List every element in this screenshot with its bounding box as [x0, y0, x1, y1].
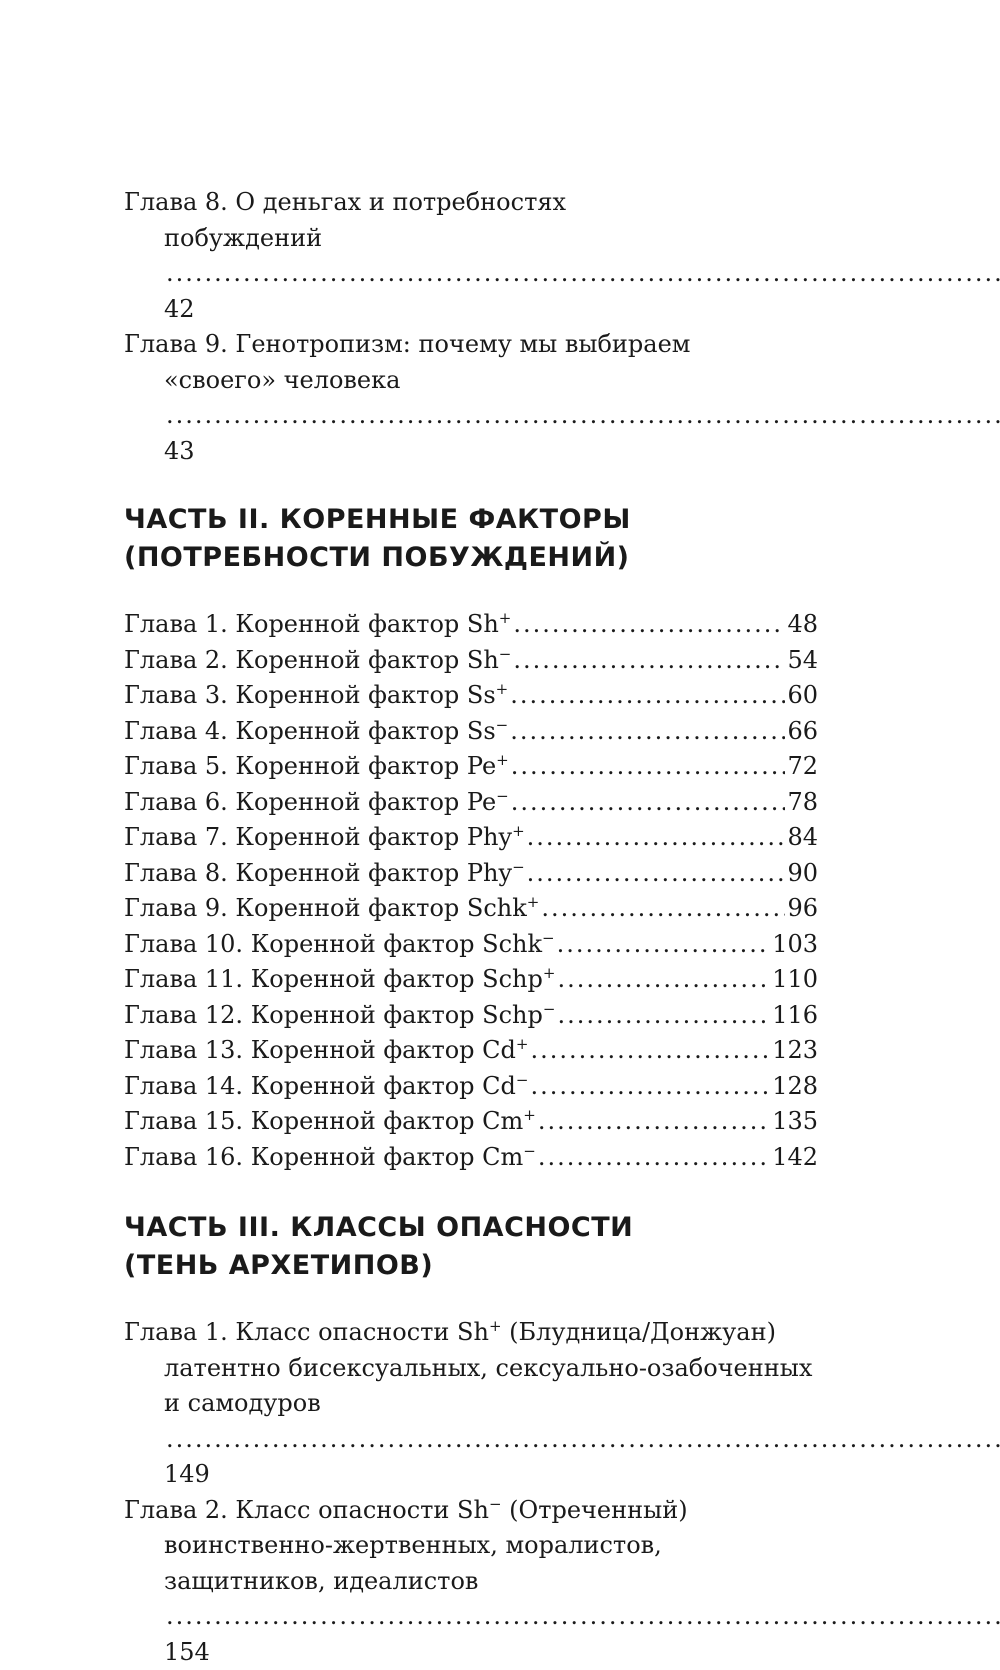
toc-entry[interactable]: [124, 927, 818, 963]
superscript-sign: +: [543, 964, 556, 982]
toc-entry-title: Глава 13. Коренной фактор Cd+: [124, 1033, 528, 1069]
dot-leader: [538, 1104, 770, 1140]
toc-page-number: 84: [787, 820, 818, 856]
toc-page-number: 116: [772, 998, 818, 1034]
superscript-sign: −: [496, 716, 509, 734]
toc-entry[interactable]: [124, 1140, 818, 1176]
toc-page-number: 149: [164, 1460, 210, 1488]
toc-entry-line: [124, 1386, 818, 1493]
superscript-sign: +: [489, 1317, 502, 1335]
dot-leader: [527, 856, 786, 892]
toc-page-number: 48: [787, 607, 818, 643]
dot-leader: [511, 785, 786, 821]
dot-leader: [557, 998, 770, 1034]
toc-page-number: 54: [787, 643, 818, 679]
dot-leader: [511, 749, 786, 785]
toc-page-number: 135: [772, 1104, 818, 1140]
part-heading: [124, 1209, 818, 1285]
superscript-sign: −: [543, 1000, 556, 1018]
toc-page: [124, 185, 818, 1670]
toc-entry-title: Глава 8. О деньгах и потребностях: [124, 188, 566, 216]
toc-entry-title: и самодуров: [164, 1389, 321, 1417]
toc-entry-title: Глава 4. Коренной фактор Ss−: [124, 714, 508, 750]
toc-entry[interactable]: [124, 1104, 818, 1140]
toc-page-number: 72: [787, 749, 818, 785]
toc-entry-line: [124, 363, 818, 470]
toc-entry-title: Глава 10. Коренной фактор Schk−: [124, 927, 555, 963]
toc-entry-title: Глава 9. Коренной фактор Schk+: [124, 891, 539, 927]
part-title: ЧАСТЬ II. КОРЕННЫЕ ФАКТОРЫ: [124, 501, 818, 539]
superscript-sign: −: [516, 1071, 529, 1089]
toc-entry-title: латентно бисексуальных, сексуально-озабоченных: [164, 1354, 812, 1382]
part2-entry-list: [124, 607, 818, 1175]
dot-leader: [510, 714, 785, 750]
toc-entry-line: [124, 1315, 818, 1351]
superscript-sign: −: [523, 1142, 536, 1160]
dot-leader: [557, 927, 771, 963]
toc-page-number: 142: [772, 1140, 818, 1176]
dot-leader: [513, 643, 785, 679]
toc-entry-title: Глава 2. Коренной фактор Sh−: [124, 643, 511, 679]
superscript-sign: −: [489, 1495, 502, 1513]
toc-entry-title: «своего» человека: [164, 366, 400, 394]
toc-entry-title: побуждений: [164, 224, 322, 252]
dot-leader: [557, 962, 770, 998]
toc-entry-title: Глава 14. Коренной фактор Cd−: [124, 1069, 528, 1105]
toc-page-number: 128: [772, 1069, 818, 1105]
superscript-sign: −: [499, 645, 512, 663]
toc-entry-title: Глава 7. Коренной фактор Phy+: [124, 820, 525, 856]
superscript-sign: −: [512, 858, 525, 876]
toc-entry[interactable]: [124, 891, 818, 927]
toc-page-number: 90: [787, 856, 818, 892]
toc-entry-title: защитников, идеалистов: [164, 1567, 478, 1595]
toc-entry[interactable]: [124, 607, 818, 643]
toc-entry[interactable]: [124, 856, 818, 892]
toc-entry-title: Глава 15. Коренной фактор Cm+: [124, 1104, 536, 1140]
toc-entry-title: Глава 2. Класс опасности Sh− (Отреченный): [124, 1496, 688, 1524]
toc-entry-title: Глава 6. Коренной фактор Pe−: [124, 785, 509, 821]
toc-entry-line: [124, 221, 818, 328]
toc-entry-title: Глава 1. Коренной фактор Sh+: [124, 607, 511, 643]
toc-page-number: 60: [787, 678, 818, 714]
toc-entry-title: воинственно-жертвенных, моралистов,: [164, 1531, 662, 1559]
toc-entry[interactable]: [124, 327, 818, 469]
toc-entry[interactable]: [124, 820, 818, 856]
toc-entry[interactable]: [124, 678, 818, 714]
toc-entry-title: Глава 8. Коренной фактор Phy−: [124, 856, 525, 892]
superscript-sign: −: [542, 929, 555, 947]
superscript-sign: +: [527, 893, 540, 911]
toc-entry[interactable]: [124, 1315, 818, 1493]
toc-entry-line: [124, 1528, 818, 1564]
toc-entry-line: [124, 1564, 818, 1670]
toc-entry-title: Глава 11. Коренной фактор Schp+: [124, 962, 555, 998]
toc-page-number: 78: [787, 785, 818, 821]
toc-entry[interactable]: [124, 785, 818, 821]
superscript-sign: −: [496, 787, 509, 805]
toc-entry-title: Глава 12. Коренной фактор Schp−: [124, 998, 555, 1034]
superscript-sign: +: [499, 609, 512, 627]
dot-leader: [510, 678, 785, 714]
dot-leader: [513, 607, 785, 643]
toc-entry-title: Глава 5. Коренной фактор Pe+: [124, 749, 509, 785]
dot-leader: [530, 1069, 770, 1105]
dot-leader: [166, 259, 1000, 287]
toc-entry[interactable]: [124, 749, 818, 785]
toc-page-number: 42: [164, 295, 195, 323]
toc-entry[interactable]: [124, 1493, 818, 1670]
dot-leader: [166, 1602, 1000, 1630]
toc-entry-title: Глава 9. Генотропизм: почему мы выбираем: [124, 330, 690, 358]
toc-entry-line: [124, 1351, 818, 1387]
toc-entry-title: Глава 16. Коренной фактор Cm−: [124, 1140, 536, 1176]
toc-entry-title: Глава 1. Класс опасности Sh+ (Блудница/Донжуан): [124, 1318, 776, 1346]
toc-entry[interactable]: [124, 185, 818, 327]
dot-leader: [166, 1425, 1000, 1453]
toc-page-number: 154: [164, 1638, 210, 1666]
superscript-sign: +: [496, 680, 509, 698]
toc-entry[interactable]: [124, 1069, 818, 1105]
toc-page-number: 103: [772, 927, 818, 963]
toc-page-number: 66: [787, 714, 818, 750]
toc-entry-line: [124, 1493, 818, 1529]
superscript-sign: +: [523, 1106, 536, 1124]
toc-entry-title: Глава 3. Коренной фактор Ss+: [124, 678, 508, 714]
toc-entry[interactable]: [124, 714, 818, 750]
dot-leader: [538, 1140, 770, 1176]
toc-page-number: 43: [164, 437, 195, 465]
toc-page-number: 110: [772, 962, 818, 998]
toc-page-number: 96: [787, 891, 818, 927]
dot-leader: [166, 401, 1000, 429]
superscript-sign: +: [512, 822, 525, 840]
dot-leader: [541, 891, 785, 927]
toc-entry[interactable]: [124, 998, 818, 1034]
toc-entry[interactable]: [124, 643, 818, 679]
superscript-sign: +: [516, 1035, 529, 1053]
part-title: ЧАСТЬ III. КЛАССЫ ОПАСНОСТИ: [124, 1209, 818, 1247]
toc-page-number: 123: [772, 1033, 818, 1069]
toc-entry[interactable]: [124, 962, 818, 998]
dot-leader: [527, 820, 786, 856]
superscript-sign: +: [496, 751, 509, 769]
part3-entry-list: [124, 1315, 818, 1670]
toc-entry[interactable]: [124, 1033, 818, 1069]
part-subtitle: (ТЕНЬ АРХЕТИПОВ): [124, 1247, 818, 1285]
toc-entry-line: [124, 185, 818, 221]
part-subtitle: (ПОТРЕБНОСТИ ПОБУЖДЕНИЙ): [124, 539, 818, 577]
toc-entry-line: [124, 327, 818, 363]
part-heading: [124, 501, 818, 577]
dot-leader: [530, 1033, 770, 1069]
